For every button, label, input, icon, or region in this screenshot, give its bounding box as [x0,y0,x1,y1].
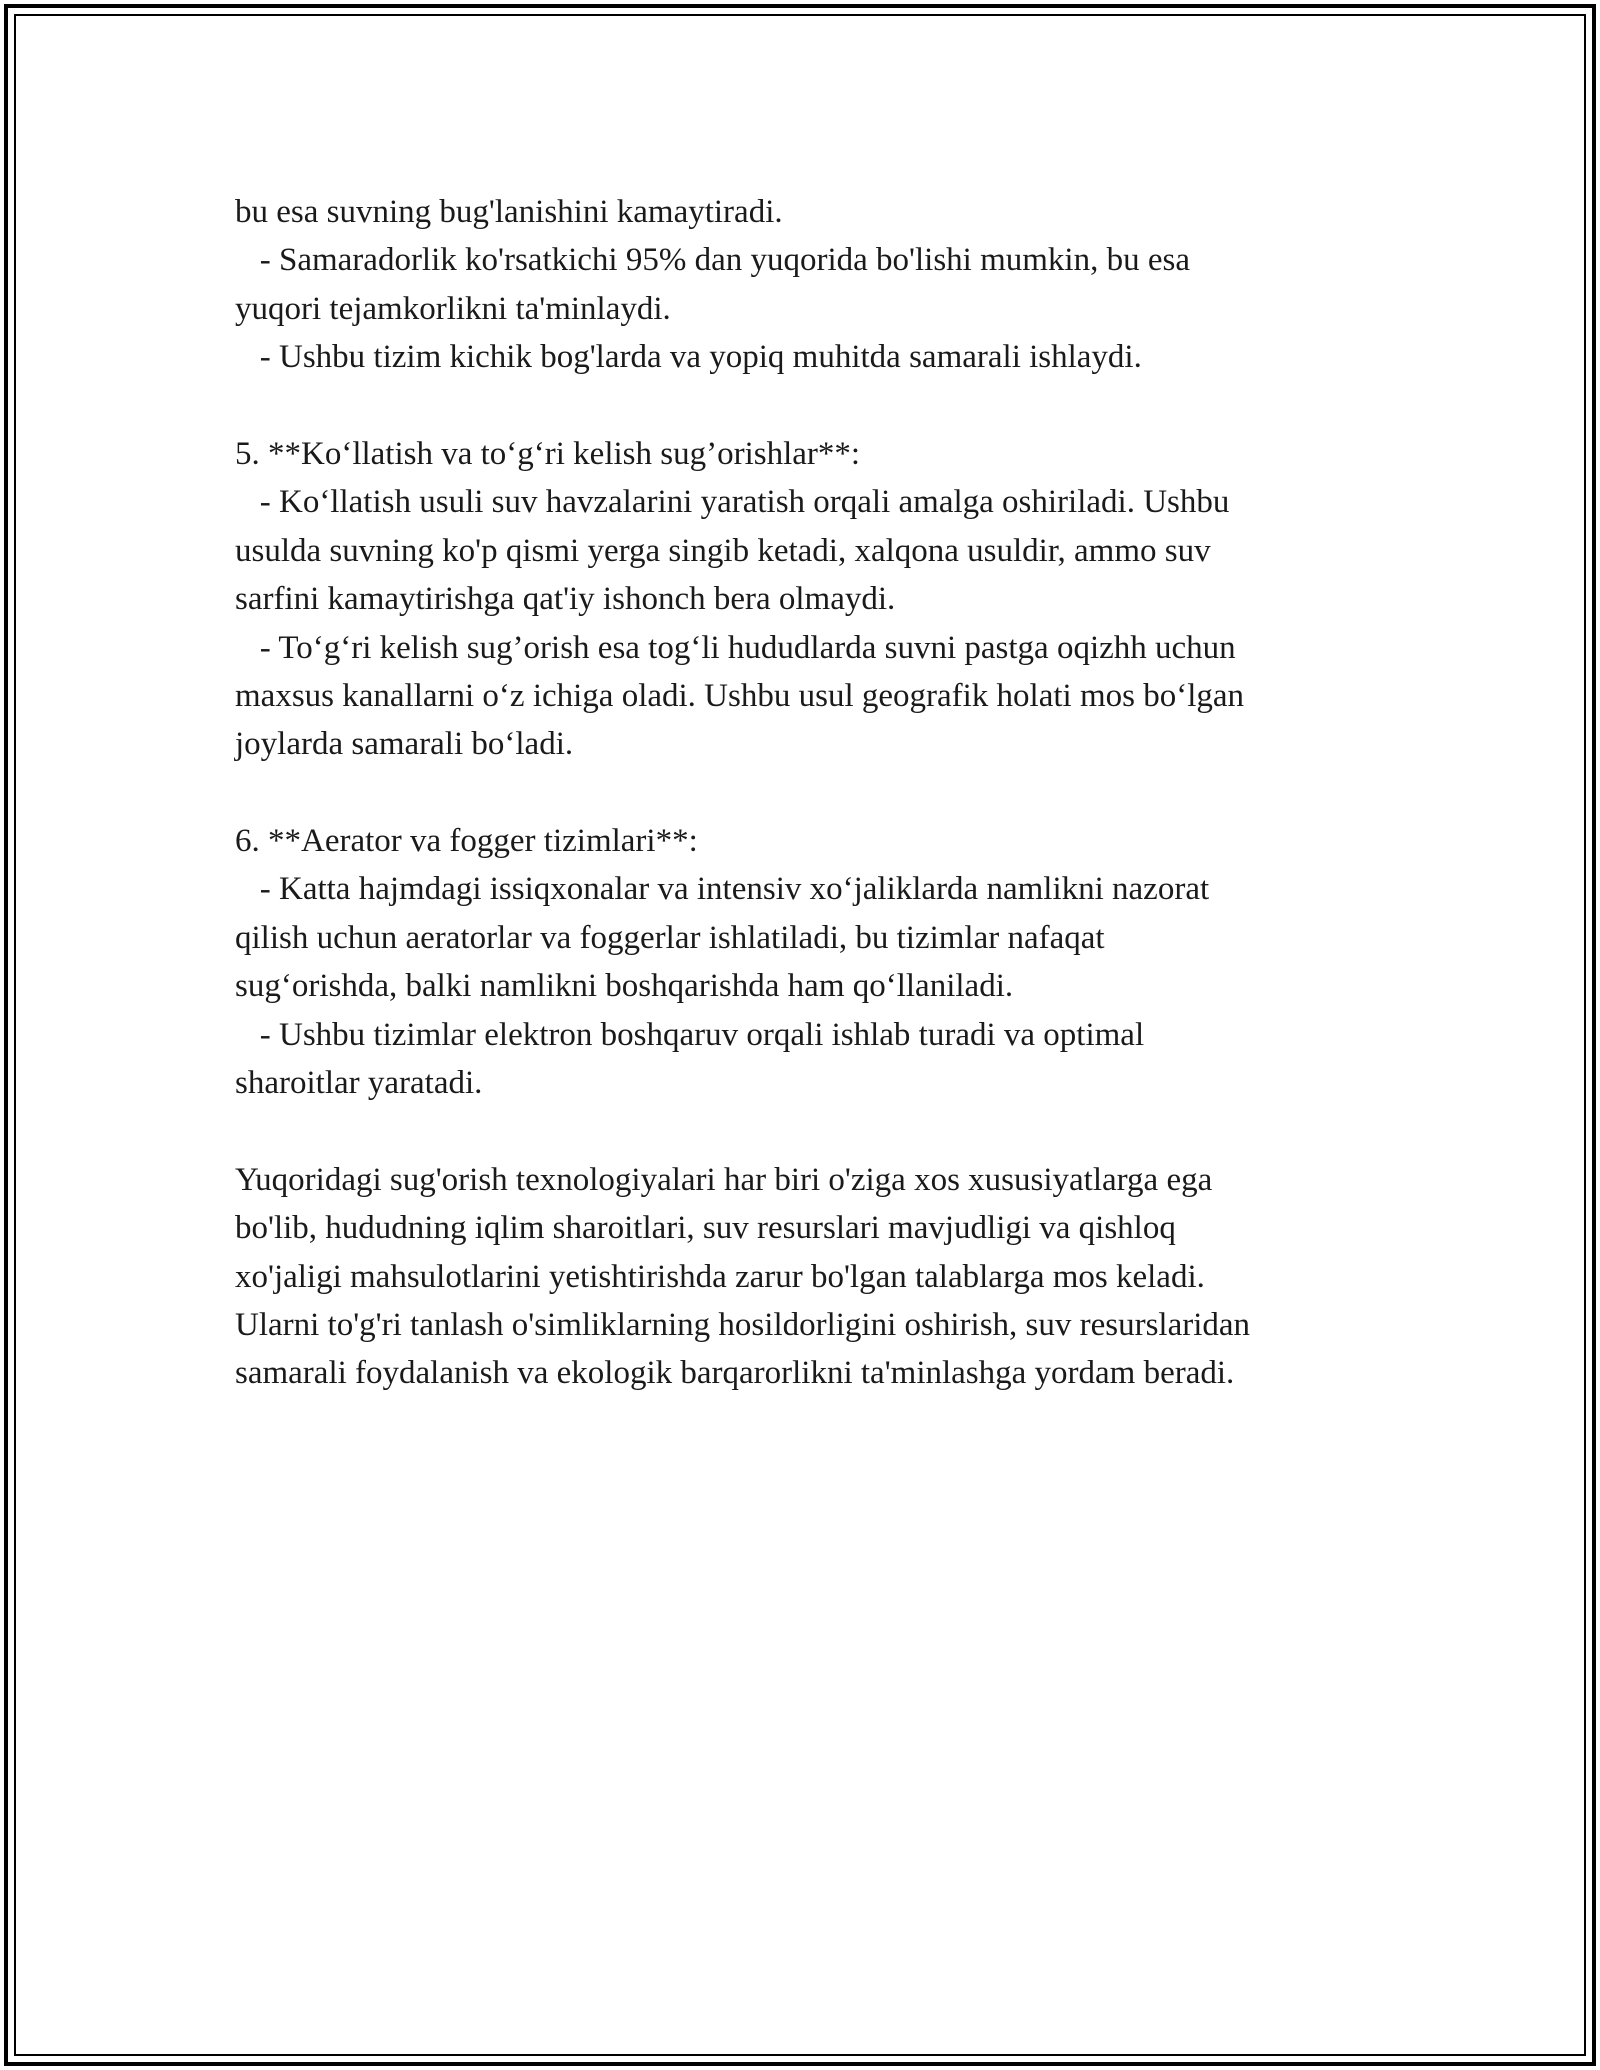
text-line: Ularni to'g'ri tanlash o'simliklarning hosildorligini oshirish, suv resurslaridan [235,1306,1251,1343]
text-line: bo'lib, hududning iqlim sharoitlari, suv resurslari mavjudligi va qishloq [235,1210,1176,1247]
text-line: samarali foydalanish va ekologik barqarorlikni ta'minlashga yordam beradi. [235,1355,1235,1392]
text-line: - Koʻllatish usuli suv havzalarini yaratish orqali amalga oshiriladi. Ushbu [235,484,1230,521]
text-line: maxsus kanallarni oʻz ichiga oladi. Ushbu usul geografik holati mos boʻlgan [235,677,1245,714]
text-line: joylarda samarali boʻladi. [235,726,574,763]
blank-line [235,1107,1385,1155]
document-body [235,188,1385,1398]
text-line: - Ushbu tizim kichik bog'larda va yopiq muhitda samarali ishlaydi. [235,339,1142,376]
text-line: xo'jaligi mahsulotlarini yetishtirishda zarur bo'lgan talablarga mos keladi. [235,1258,1205,1295]
text-line: usulda suvning ko'p qismi yerga singib ketadi, xalqona usuldir, ammo suv [235,532,1211,569]
text-line: yuqori tejamkorlikni ta'minlaydi. [235,290,671,327]
section-heading: 6. **Aerator va fogger tizimlari**: [235,823,698,860]
text-line: - Ushbu tizimlar elektron boshqaruv orqali ishlab turadi va optimal [235,1016,1145,1053]
text-line: Yuqoridagi sug'orish texnologiyalari har biri o'ziga xos xususiyatlarga ega [235,1161,1213,1198]
text-line: qilish uchun aeratorlar va foggerlar ishlatiladi, bu tizimlar nafaqat [235,919,1105,956]
text-line: sharoitlar yaratadi. [235,1065,483,1102]
text-line: - Katta hajmdagi issiqxonalar va intensiv xoʻjaliklarda namlikni nazorat [235,871,1210,908]
blank-line [235,769,1385,817]
text-line: sarfini kamaytirishga qat'iy ishonch bera olmaydi. [235,581,896,618]
text-line: bu esa suvning bug'lanishini kamaytiradi. [235,194,783,230]
text-line: sugʻorishda, balki namlikni boshqarishda ham qoʻllaniladi. [235,968,1014,1005]
blank-line [235,382,1385,430]
text-line: - Samaradorlik ko'rsatkichi 95% dan yuqorida bo'lishi mumkin, bu esa [235,242,1190,279]
section-heading: 5. **Koʻllatish va toʻgʻri kelish sug’orishlar**: [235,435,861,472]
text-line: - Toʻgʻri kelish sug’orish esa togʻli hududlarda suvni pastga oqizhh uchun [235,629,1236,666]
